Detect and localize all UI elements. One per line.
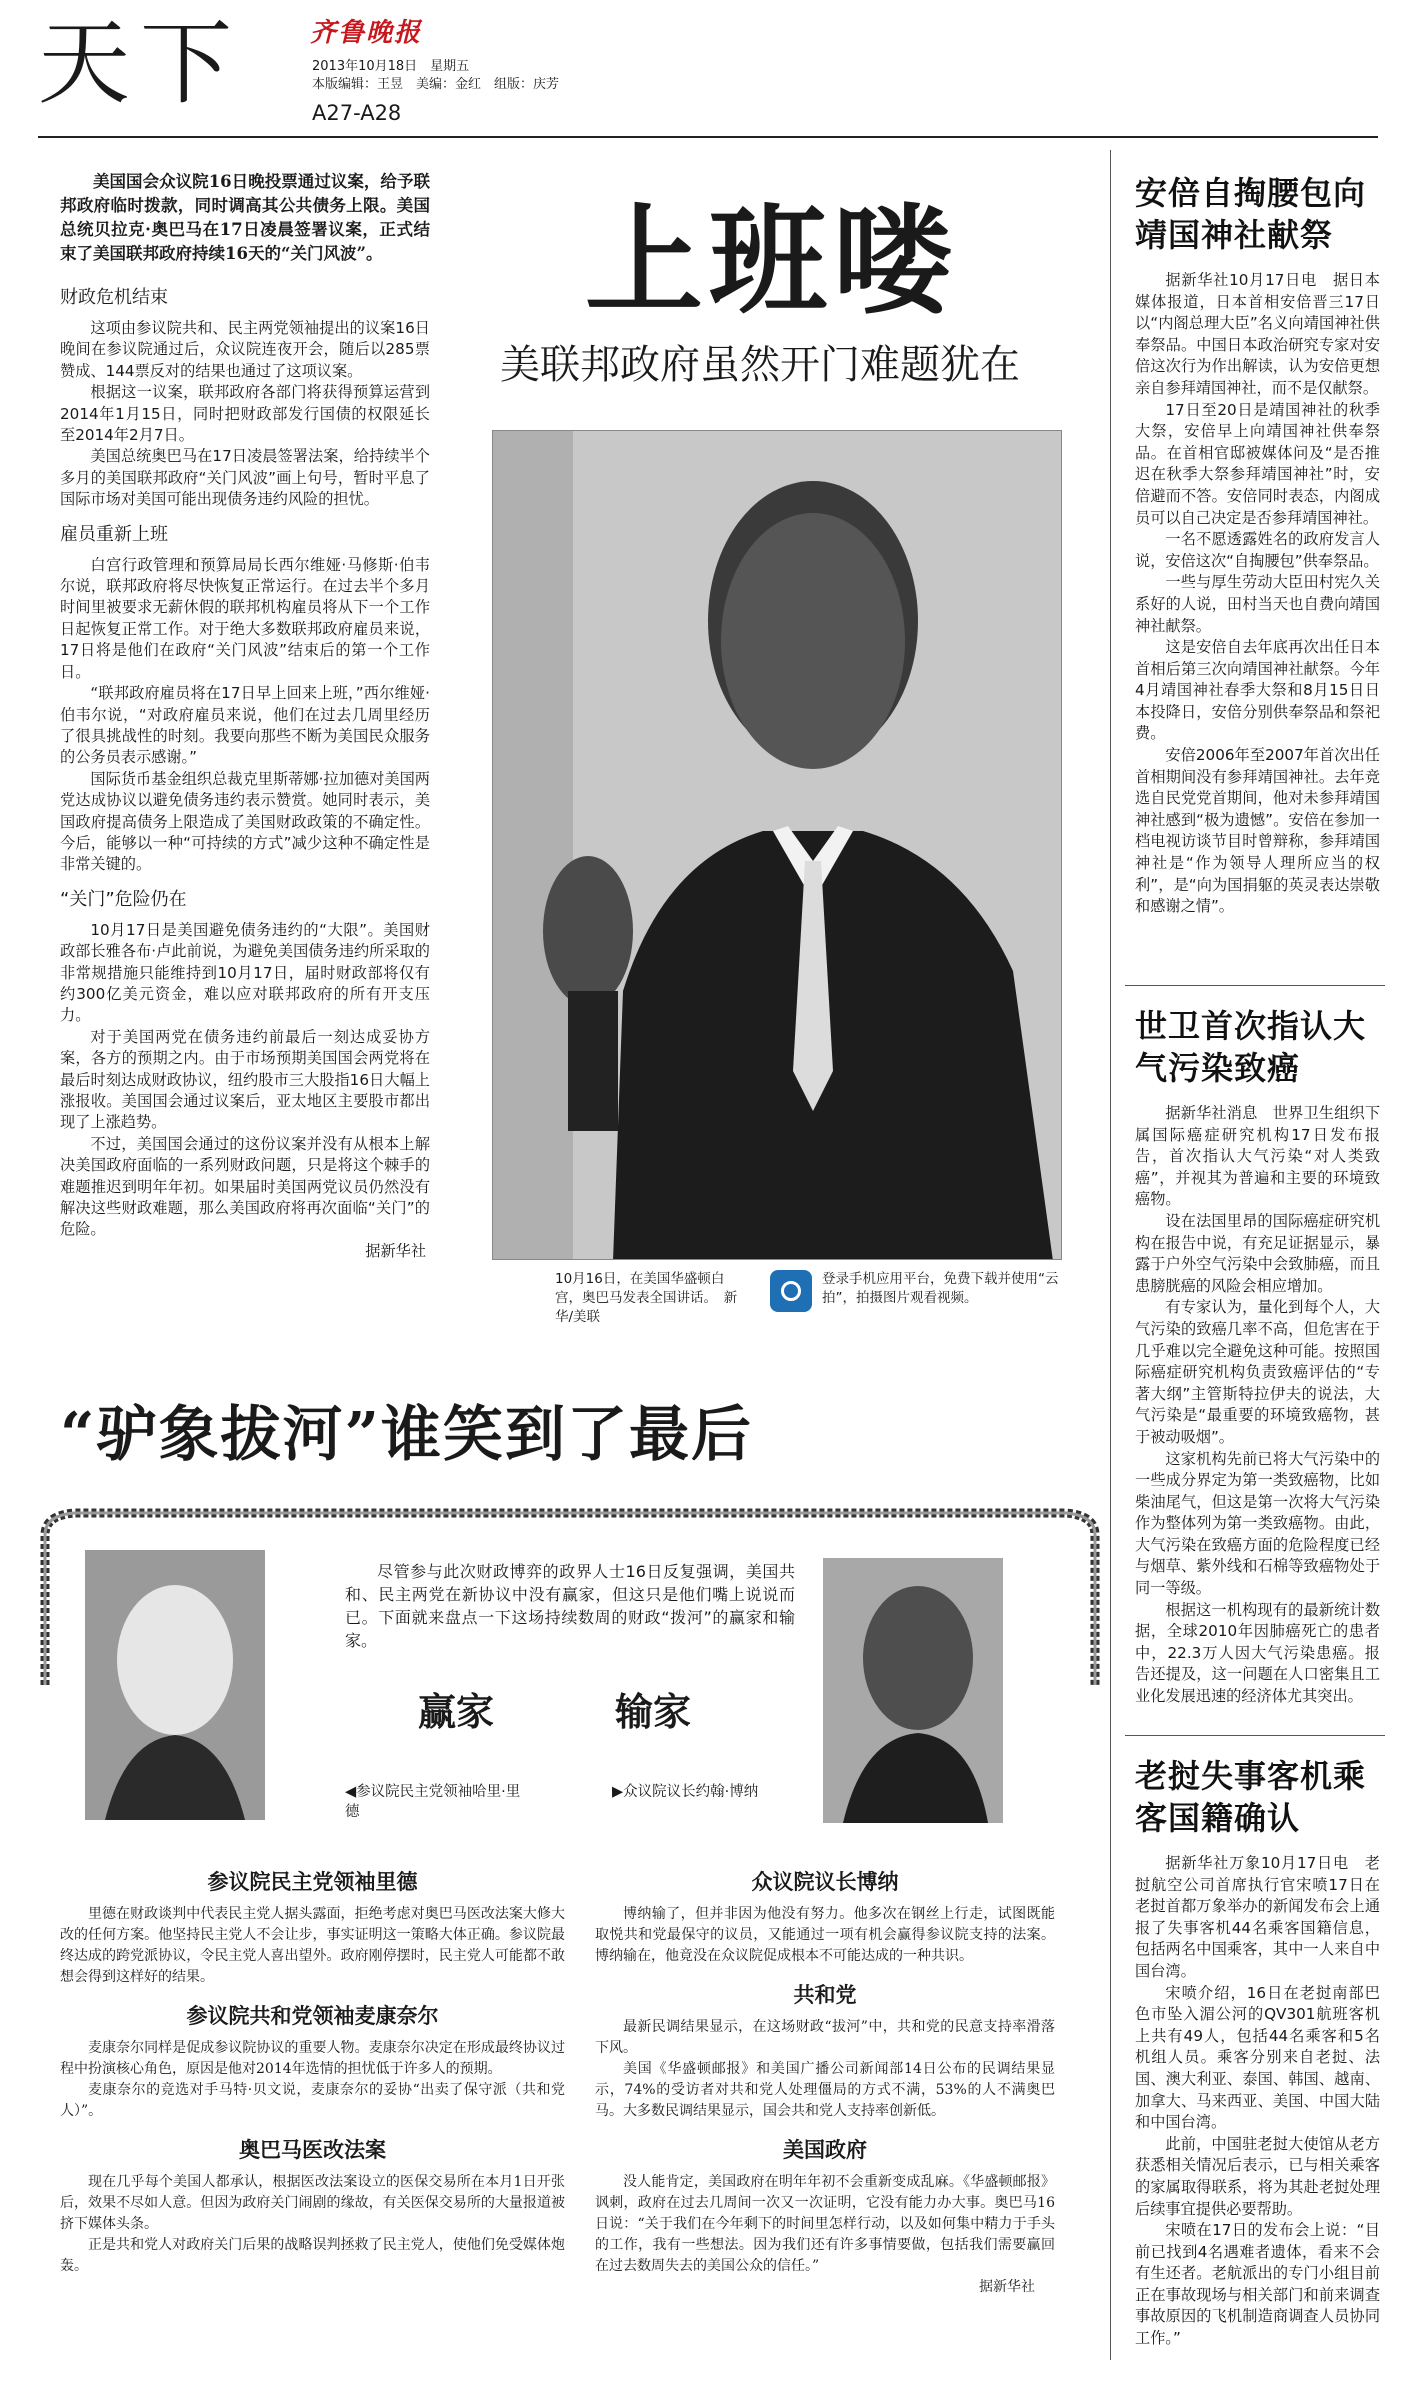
sidebar-title: 安倍自掏腰包向靖国神社献祭 — [1135, 174, 1367, 254]
obama-photo — [492, 430, 1062, 1260]
sidebar-story-3 — [1135, 1755, 1380, 2350]
paragraph: 10月17日是美国避免债务违约的“大限”。美国财政部长雅各布·卢此前说，为避免美国债务违约所采取的非常规措施只能维持到10月17日，届时财政部将仅有约300亿美元资金，难以应对联邦政府的所有开支压力。 — [60, 920, 430, 1025]
header-rule — [38, 136, 1378, 138]
paragraph: 美国总统奥巴马在17日凌晨签署法案，给持续半个多月的美国联邦政府“关门风波”画上句号，暂时平息了国际市场对美国可能出现债务违约风险的担忧。 — [60, 447, 430, 509]
newspaper-brand: 齐鲁晚报 — [310, 18, 423, 48]
sidebar-story-2 — [1135, 1005, 1380, 1708]
paragraph: 对于美国两党在债务违约前最后一刻达成妥协方案，各方的预期之内。由于市场预期美国国会两党将在最后时刻达成财政协议，纽约股市三大股指16日大幅上涨报收。美国国会通过议案后，亚太地区主要股市都出现了上涨趋势。 — [60, 1027, 430, 1132]
paragraph: 正是共和党人对政府关门后果的战略误判拯救了民主党人，使他们免受媒体炮轰。 — [60, 2237, 565, 2274]
paragraph: 宋喷介绍，16日在老挝南部巴色市坠入湄公河的QV301航班客机上共有49人，包括44名乘客和5名机组人员。乘客分别来自老挝、法国、澳大利亚、泰国、韩国、越南、加拿大、马来西亚、美国、中国大陆和中国台湾。 — [1135, 1983, 1380, 2132]
paragraph: 安倍2006年至2007年首次出任首相期间没有参拜靖国神社。去年竞选自民党党首期间，他对未参拜靖国神社感到“极为遗憾”。安倍在参加一档电视访谈节目时曾辩称，参拜靖国神社是“作为领导人理所应当的权利”，是“向为国捐躯的英灵表达崇敬和感谢之情”。 — [1135, 746, 1380, 916]
paragraph: 白宫行政管理和预算局局长西尔维娅·马修斯·伯韦尔说，联邦政府将尽快恢复正常运行。在过去半个多月时间里被要求无薪休假的联邦机构雇员将从下一个工作日起恢复正常工作。对于绝大多数联邦政府雇员来说，17日将是他们在政府“关门风波”结束后的第一个工作日。 — [60, 555, 430, 681]
paragraph: 据新华社万象10月17日电 老挝航空公司首席执行官宋喷17日在老挝首都万象举办的新闻发布会上通报了失事客机44名乘客国籍信息，包括两名中国乘客，其中一人来自中国台湾。 — [1135, 1854, 1380, 1980]
paragraph: 宋喷在17日的发布会上说：“目前已找到4名遇难者遗体，看来不会有生还者。老航派出的专门小组目前正在事故现场与相关部门和前来调查事故原因的飞机制造商调查人员协同工作。” — [1135, 2221, 1380, 2348]
date-line: 2013年10月18日 星期五 — [312, 59, 470, 74]
lead-column — [60, 170, 430, 1262]
camera-icon — [781, 1281, 801, 1301]
paragraph: 设在法国里昂的国际癌症研究机构在报告中说，有充足证据显示，暴露于户外空气污染中会致肺癌，而且患膀胱癌的风险会相应增加。 — [1135, 1211, 1380, 1295]
paragraph: 里德在财政谈判中代表民主党人据头露面，拒绝考虑对奥巴马医改法案大修大改的任何方案。他坚持民主党人不会让步，事实证明这一策略大体正确。参议院最终达成的跨党派协议，令民主党人喜出望外。政府刚停摆时，民主党人可能都不敢想会得到这样好的结果。 — [60, 1906, 565, 1985]
paragraph: 这项由参议院共和、民主两党领袖提出的议案16日晚间在参议院通过后，众议院连夜开会，随后以285票赞成、144票反对的结果也通过了这项议案。 — [60, 319, 430, 380]
paragraph: 没人能肯定，美国政府在明年年初不会重新变成乱麻。《华盛顿邮报》讽刺，政府在过去几周间一次又一次证明，它没有能力办大事。奥巴马16日说：“关于我们在今年剩下的时间里怎样行动，以及如何集中精力于手头的工作，我有一些想法。因为我们还有许多事情要做，包括我们需要赢回在过去数周失去的美国公众的信任。” — [595, 2174, 1055, 2274]
paragraph: 麦康奈尔同样是促成参议院协议的重要人物。麦康奈尔决定在形成最终协议过程中扮演核心角色，原因是他对2014年选情的担忧低于许多人的预期。 — [60, 2040, 565, 2077]
winners-column — [60, 1868, 565, 2277]
column-heading: 众议院议长博纳 — [751, 1870, 899, 1894]
boehner-figure — [823, 1558, 1003, 1823]
obama-photo-figure — [493, 431, 1062, 1260]
tug-headline: “驴象拔河”谁笑到了最后 — [60, 1400, 754, 1470]
column-heading: 奥巴马医改法案 — [239, 2138, 386, 2162]
paragraph: 麦康奈尔的竞选对手马特·贝文说，麦康奈尔的妥协“出卖了保守派（共和党人）”。 — [60, 2082, 565, 2119]
lead-section — [60, 286, 430, 511]
photo-caption: 10月16日，在美国华盛顿白宫，奥巴马发表全国讲话。 新华/美联 — [555, 1271, 738, 1325]
boehner-photo — [823, 1558, 1003, 1823]
paragraph: 根据这一议案，联邦政府各部门将获得预算运营到2014年1月15日，同时把财政部发行国债的权限延长至2014年2月7日。 — [60, 383, 430, 445]
section-heading: 财政危机结束 — [60, 287, 168, 308]
lead-intro: 美国国会众议院16日晚投票通过议案，给予联邦政府临时拨款，同时调高其公共债务上限。美国总统贝拉克·奥巴马在17日凌晨签署议案，正式结束了美国联邦政府持续16天的“关门风波”。 — [60, 172, 430, 263]
section-heading: 雇员重新上班 — [60, 523, 168, 545]
section-title: 天下 — [38, 10, 243, 117]
paragraph: 一名不愿透露姓名的政府发言人说，安倍这次“自掏腰包”供奉祭品。 — [1135, 530, 1380, 570]
app-icon[interactable] — [770, 1270, 812, 1312]
app-note: 登录手机应用平台，免费下载并使用“云拍”，拍摄图片观看视频。 — [822, 1271, 1059, 1306]
sidebar-rule — [1125, 1735, 1385, 1736]
column-heading: 参议院民主党领袖里德 — [207, 1870, 418, 1894]
reid-photo — [85, 1550, 265, 1820]
sidebar-rule — [1125, 985, 1385, 986]
paragraph: 据新华社消息 世界卫生组织下属国际癌症研究机构17日发布报告，首次指认大气污染“对人类致癌”，并视其为普遍和主要的环境致癌物。 — [1135, 1104, 1380, 1209]
winner-caption: ◀参议院民主党领袖哈里·里德 — [345, 1784, 521, 1820]
sidebar-story-1 — [1135, 172, 1380, 918]
loser-caption: ▶众议院议长约翰·博纳 — [612, 1784, 759, 1800]
lead-section — [60, 888, 430, 1241]
losers-column — [595, 1868, 1055, 2298]
column-heading: 参议院共和党领袖麦康奈尔 — [186, 2004, 439, 2028]
paragraph: “联邦政府雇员将在17日早上回来上班，”西尔维娅·伯韦尔说，“对政府雇员来说，他们在过去几周里经历了很具挑战性的时刻。我要向那些不断为美国民众服务的公务员表示感谢。” — [60, 684, 430, 767]
winner-label: 赢家 — [418, 1689, 495, 1734]
sidebar-title: 老挝失事客机乘客国籍确认 — [1135, 1757, 1367, 1837]
paragraph: 美国《华盛顿邮报》和美国广播公司新闻部14日公布的民调结果显示，74%的受访者对共和党人处理僵局的方式不满，53%的人不满奥巴马。大多数民调结果显示，国会共和党人支持率创新低。 — [595, 2061, 1055, 2119]
editors-line: 本版编辑：王昱 美编：金红 组版：庆芳 — [312, 77, 560, 92]
paragraph: 不过，美国国会通过的这份议案并没有从根本上解决美国政府面临的一系列财政问题，只是将这个棘手的难题推迟到明年年初。如果届时美国两党议员仍然没有解决这些财政难题，那么美国政府将再次面临“关门”的危险。 — [60, 1134, 430, 1239]
loser-label: 输家 — [615, 1689, 692, 1734]
paragraph: 有专家认为，量化到每个人，大气污染的致癌几率不高，但危害在于几乎难以完全避免这种可能。按照国际癌症研究机构负责致癌评估的“专著大纲”主管斯特拉伊夫的说法，大气污染是“最重要的环境致癌物，甚于被动吸烟”。 — [1135, 1298, 1380, 1446]
paragraph: 现在几乎每个美国人都承认，根据医改法案设立的医保交易所在本月1日开张后，效果不尽如人意。但因为政府关门闹剧的缘故，有关医保交易所的大量报道被挤下媒体头条。 — [60, 2174, 565, 2232]
paragraph: 博纳输了，但并非因为他没有努力。他多次在钢丝上行走，试图既能取悦共和党最保守的议员，又能通过一项有机会赢得参议院支持的法案。博纳输在，他竟没在众议院促成根本不可能达成的一种共识。 — [595, 1906, 1055, 1964]
sidebar-title: 世卫首次指认大气污染致癌 — [1135, 1007, 1367, 1087]
tug-intro: 尽管参与此次财政博弈的政界人士16日反复强调，美国共和、民主两党在新协议中没有赢家，但这只是他们嘴上说说而已。下面就来盘点一下这场持续数周的财政“拨河”的赢家和输家。 — [345, 1562, 795, 1650]
column-heading: 美国政府 — [783, 2138, 867, 2162]
source-credit: 据新华社 — [365, 1241, 426, 1260]
page-numbers: A27-A28 — [312, 101, 402, 125]
section-heading: “关门”危险仍在 — [60, 888, 187, 910]
main-subheadline: 美联邦政府虽然开门难题犹在 — [500, 342, 1020, 388]
sidebar-divider — [1110, 150, 1111, 2360]
paragraph: 17日至20日是靖国神社的秋季大祭，安倍早上向靖国神社供奉祭品。在首相官邸被媒体问及“是否推迟在秋季大祭参拜靖国神社”时，安倍避而不答。安倍同时表态，内阁成员可以自己决定是否参拜靖国神社。 — [1135, 400, 1380, 527]
reid-figure — [85, 1550, 265, 1820]
paragraph: 最新民调结果显示，在这场财政“拔河”中，共和党的民意支持率滑落下风。 — [595, 2019, 1055, 2056]
paragraph: 据新华社10月17日电 据日本媒体报道，日本首相安倍晋三17日以“内阁总理大臣”名义向靖国神社供奉祭品。中国日本政治研究专家对安倍这次行为作出解读，认为安倍更想亲自参拜靖国神社，而不是仅献祭。 — [1135, 271, 1380, 397]
paragraph: 一些与厚生劳动大臣田村宪久关系好的人说，田村当天也自费向靖国神社献祭。 — [1135, 573, 1380, 635]
lead-section — [60, 523, 430, 876]
paragraph: 这是安倍自去年底再次出任日本首相后第三次向靖国神社献祭。今年4月靖国神社春季大祭和8月15日日本投降日，安倍分别供奉祭品和祭祀费。 — [1135, 638, 1380, 743]
paragraph: 这家机构先前已将大气污染中的一些成分界定为第一类致癌物，比如柴油尾气，但这是第一次将大气污染作为整体列为第一类致癌物。由此，大气污染在致癌方面的危险程度已经与烟草、紫外线和石棉等致癌物处于同一等级。 — [1135, 1449, 1380, 1598]
source-credit: 据新华社 — [979, 2279, 1035, 2295]
paragraph: 此前，中国驻老挝大使馆从老方获悉相关情况后表示，已与相关乘客的家属取得联系，将为其赴老挝处理后续事宜提供必要帮助。 — [1135, 2134, 1380, 2218]
paragraph: 国际货币基金组织总裁克里斯蒂娜·拉加德对美国两党达成协议以避免债务违约表示赞赏。她同时表示，美国政府提高债务上限造成了美国财政政策的不确定性。今后，能够以一种“可持续的方式”减少这种不确定性是非常关键的。 — [60, 769, 430, 874]
main-headline: 上班喽 — [585, 191, 958, 330]
column-heading: 共和党 — [793, 1983, 857, 2007]
paragraph: 根据这一机构现有的最新统计数据，全球2010年因肺癌死亡的患者中，22.3万人因大气污染患癌。报告还提及，这一问题在人口密集且工业化发展迅速的经济体尤其突出。 — [1135, 1600, 1380, 1706]
